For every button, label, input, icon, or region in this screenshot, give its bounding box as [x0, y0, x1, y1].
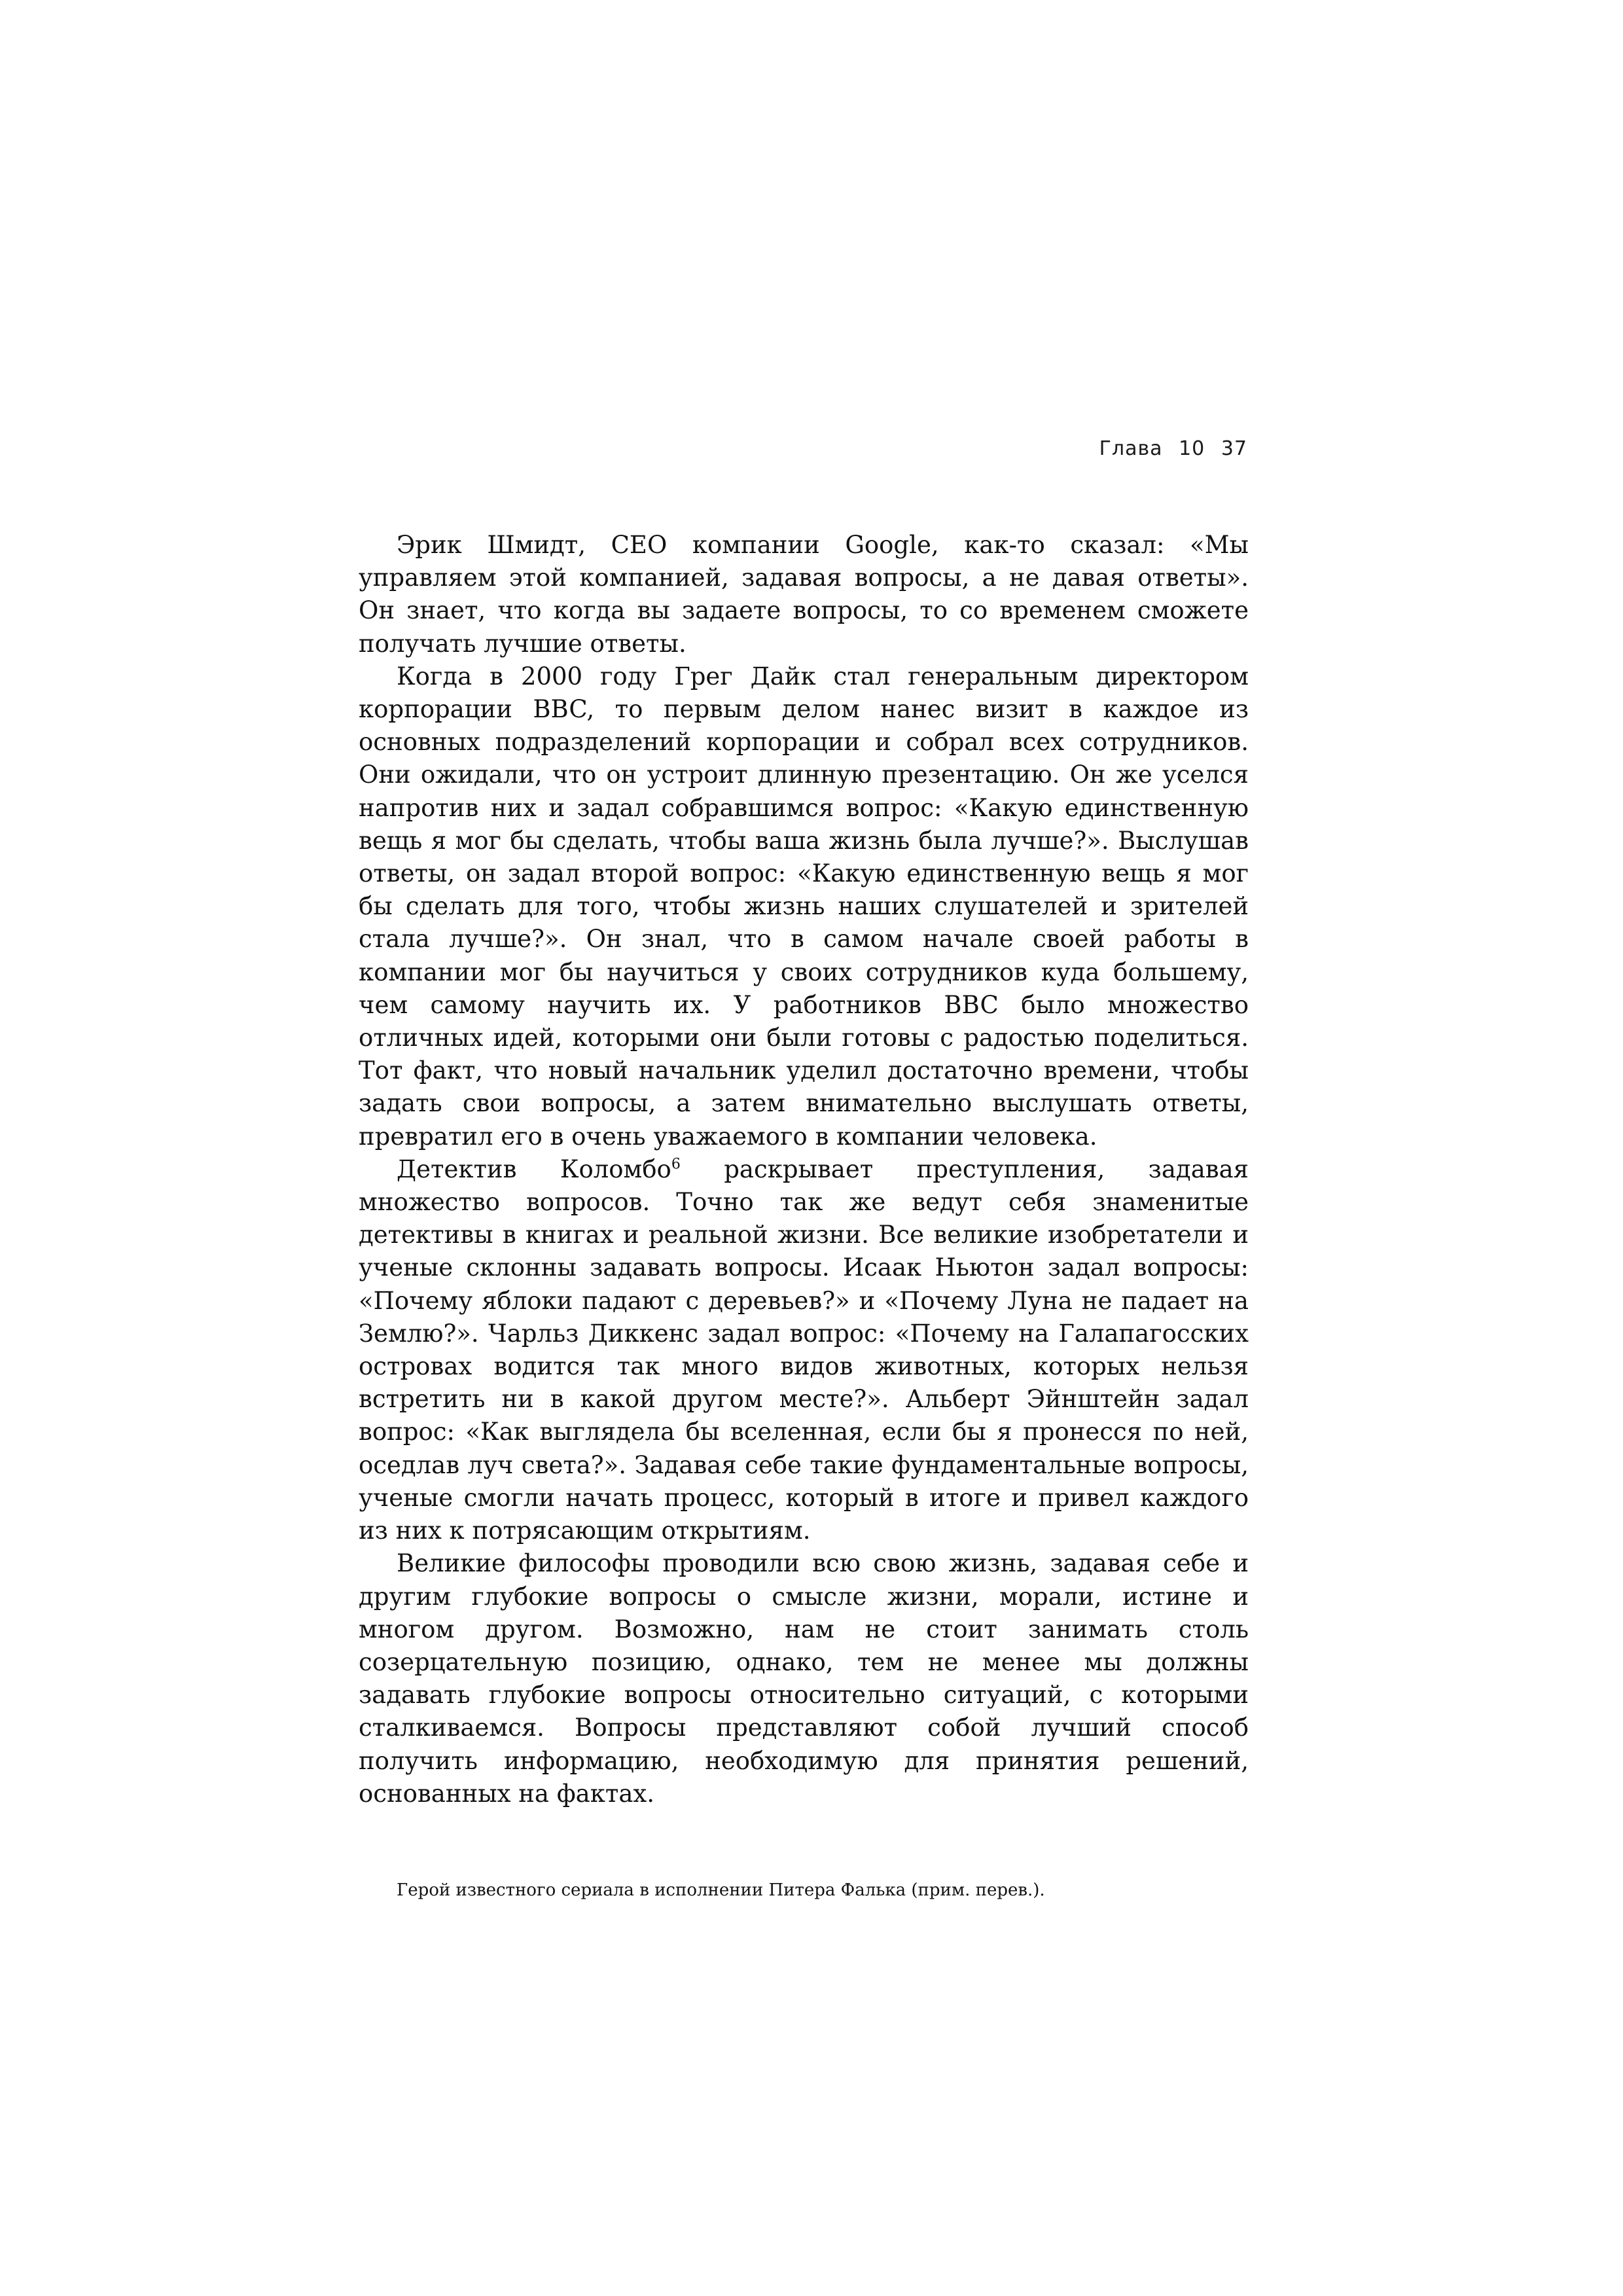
columbo-text: раскрывает преступления, задавая множество вопросов. Точно так же ведут себя знаменитые детективы в книгах и реальной жизни. Все великие изобретатели и ученые склонны задавать вопросы. Исаак Ньютон задал вопросы: «Почему яблоки падают с деревьев?» и «Почему Луна не падает на Землю?». Чарльз Диккенс задал вопрос: «Почему на Галапагосских островах водится так много видов животных, которых нельзя встретить ни в какой другом месте?». Альберт Эйнштейн задал вопрос: «Как выглядела бы вселенная, если бы я пронесся по ней, оседлав луч света?». Задавая себе такие фундаментальные вопросы, ученые смогли начать процесс, который в итоге и привел каждого из них к потрясающим открытиям.	[359, 1155, 1249, 1545]
paragraph-dyke: Когда в 2000 году Грег Дайк стал генеральным директором корпорации BBC, то первым делом нанес визит в каждое из основных подразделений корпорации и собрал всех сотрудников. Они ожидали, что он устроит длинную презентацию. Он же уселся напротив них и задал собравшимся вопрос: «Какую единственную вещь я мог бы сделать, чтобы ваша жизнь была лучше?». Выслушав ответы, он задал второй вопрос: «Какую единственную вещь я мог бы сделать для того, чтобы жизнь наших слушателей и зрителей стала лучше?». Он знал, что в самом начале своей работы в компании мог бы научиться у своих сотрудников куда большему, чем самому научить их. У работников BBC было множество отличных идей, которыми они были готовы с радостью поделиться. Тот факт, что новый начальник уделил достаточно времени, чтобы задать свои вопросы, а затем внимательно выслушать ответы, превратил его в очень уважаемого в компании человека.	[359, 662, 1249, 1151]
body-text	[359, 529, 1249, 1810]
running-head	[1099, 437, 1247, 460]
paragraph-philosophers: Великие философы проводили всю свою жизнь, задавая себе и другим глубокие вопросы о смысле жизни, морали, истине и многом другом. Возможно, нам не стоит занимать столь созерцательную позицию, однако, тем не менее мы должны задавать глубокие вопросы относительно ситуаций, с которыми сталкиваемся. Вопросы представляют собой лучший способ получить информацию, необходимую для принятия решений, основанных на фактах.	[359, 1549, 1249, 1808]
footnote-reference: 6	[671, 1156, 681, 1173]
chapter-label: Глава	[1099, 437, 1163, 460]
footnote: Герой известного сериала в исполнении Питера Фалька (прим. перев.).	[397, 1880, 1045, 1900]
columbo-lead: Детектив Коломбо	[397, 1155, 671, 1183]
page-number: 37	[1221, 437, 1247, 460]
paragraph-schmidt: Эрик Шмидт, CEO компании Google, как-то сказал: «Мы управляем этой компанией, задавая вопросы, а не давая ответы». Он знает, что когда вы задаете вопросы, то со временем сможете получать лучшие ответы.	[359, 531, 1249, 658]
paragraph-columbo	[359, 1153, 1249, 1547]
chapter-number: 10	[1179, 437, 1205, 460]
